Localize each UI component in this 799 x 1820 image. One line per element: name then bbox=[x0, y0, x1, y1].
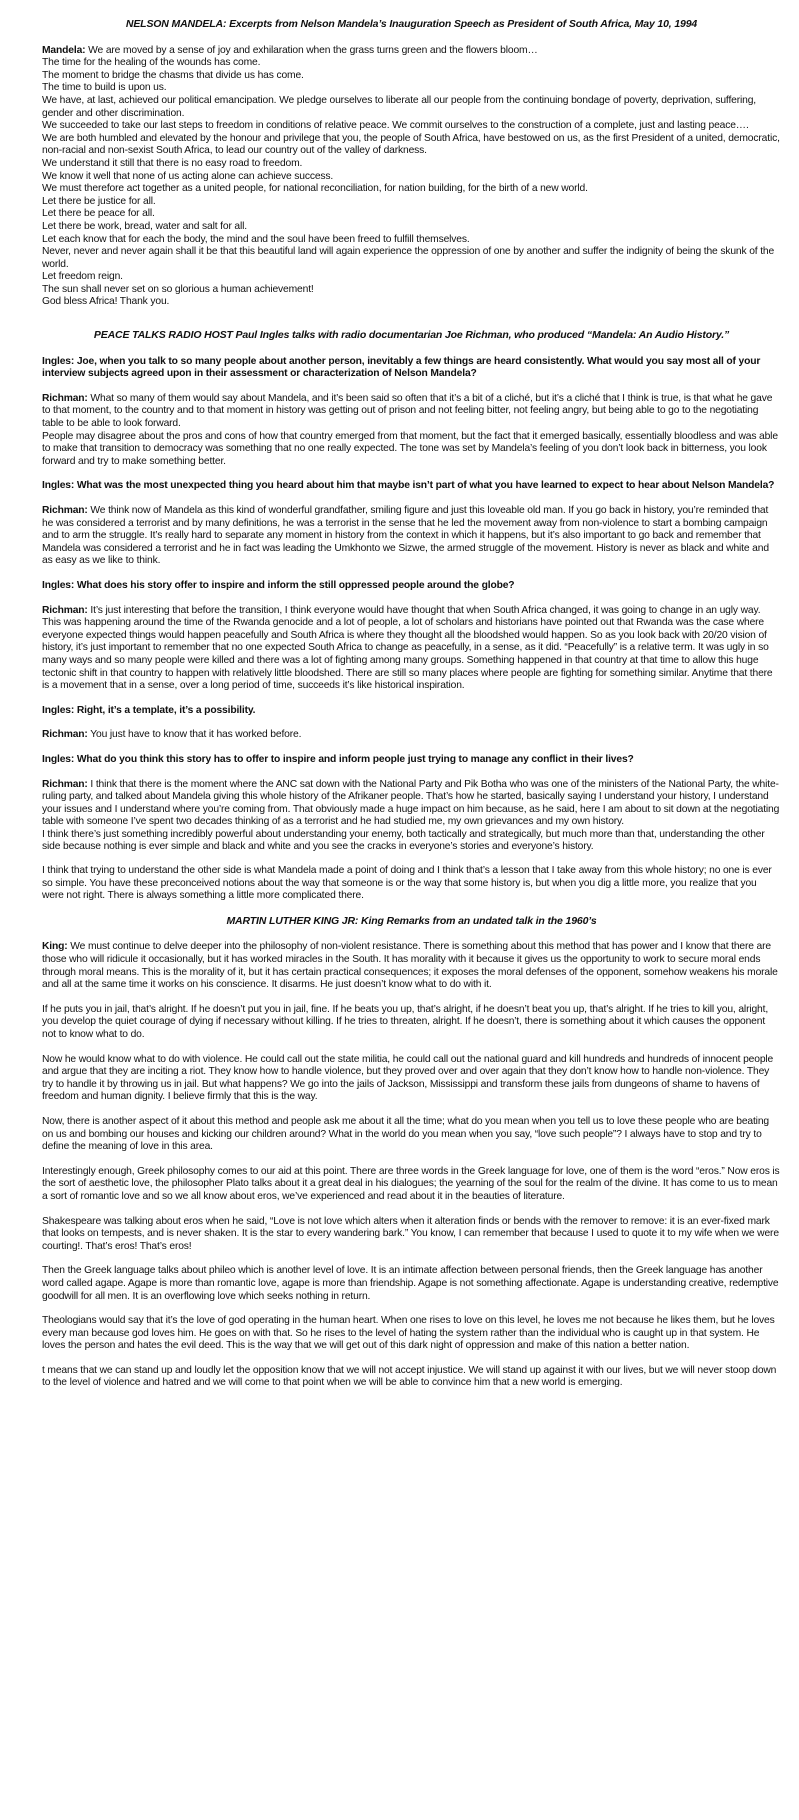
speaker-label-richman: Richman: bbox=[42, 392, 88, 404]
king-paragraph: Interestingly enough, Greek philosophy comes to our aid at this point. There are three words in the Greek language for love, one of them is the word “eros.” Now eros is the sort of aesthetic love, the philosopher Plato talks about it a great deal in his dialogues; the yearning of the soul for the realm of the divine. It has come to us to mean a sort of romantic love and so we all know about eros, we’ve experienced and read about it in the beauties of literature. bbox=[42, 1165, 780, 1202]
mandela-line: The moment to bridge the chasms that divide us has come. bbox=[42, 69, 304, 81]
mandela-line: Let freedom reign. bbox=[42, 271, 123, 283]
king-paragraph: Now he would know what to do with violence. He could call out the state militia, he could call out the national guard and kill hundreds and hundreds of innocent people and argue that they are inciting a riot. They know how to handle violence, but they proved over and over again that they don’t know how to handle non-violence. They try to handle it by throwing us in jail. But what happens? We go into the jails of Jackson, Mississippi and transform these jails from dungeons of shame to havens of freedom and human dignity. I believe firmly that this is the way. bbox=[42, 1053, 774, 1103]
mandela-line: The time for the healing of the wounds has come. bbox=[42, 57, 261, 69]
mandela-line: Let there be justice for all. bbox=[42, 195, 156, 207]
mandela-line: Never, never and never again shall it be that this beautiful land will again experience the oppression of one by another and suffer the indignity of being the skunk of the world. bbox=[42, 246, 775, 270]
ingles-question-1: Ingles: Joe, when you talk to so many people about another person, inevitably a few things are heard consistently. What would you say most all of your interview subjects agreed upon in their assessment or characterization of Nelson Mandela? bbox=[42, 355, 761, 380]
mandela-line: Let each know that for each the body, the mind and the soul have been freed to fulfill themselves. bbox=[42, 233, 470, 245]
king-paragraph: King: We must continue to delve deeper into the philosophy of non-violent resistance. There is something about this method that has power and I know that there are those who will ridicule it occasionally, but it has worked miracles in the South. It has morality with it because it gives us the opportunity to work to secure moral ends through moral means. This is the morality of it, but it has certain practical consequences; it exposes the moral defenses of the opponent, somehow weakens his morale and all at the same time it works on his conscience. It disarms. He just doesn’t know what to do with it. bbox=[42, 941, 778, 991]
richman-answer-5: Richman: I think that there is the moment where the ANC sat down with the National Party and Pik Botha who was one of the ministers of the National Party, the white-ruling party, and talked about Mandela giving this whole history of the Afrikaner people. That’s how he started, basically saying I understand your history, I understand your issues and I understand where you’re coming from. That obviously made a huge impact on him because, as he said, here I am about to sit down at the negotiating table with someone I’ve spent two decades thinking of as a terrorist and he had studied me, my own grievances and my own history. I think there’s just something incredibly powerful about understanding your enemy, both tactically and strategically, but much more than that, understanding the other side because nothing is ever simple and black and white and you see the cracks in everyone’s stories and everyone’s history. I think that trying to understand the other side is what Mandela made a point of doing and I think that’s a lesson that I take away from this whole history; no one is ever so simple. You have these preconceived notions about the way that someone is or the way that some history is, but when you dig a little more, you realize that you were not right. There is always something a little more complicated there. bbox=[42, 778, 780, 902]
richman-answer-1: Richman: What so many of them would say about Mandela, and it’s been said so often that it’s a bit of a cliché, but it’s a cliché that I think is true, is that what he gave to that moment, to the country and to that moment in history was getting out of prison and not feeling bitter, not feeling angry, but being able to go to the negotiating table to be able to look forward. People may disagree about the pros and cons of how that country emerged from that moment, but the fact that it emerged basically, essentially bloodless and was able to make that transition to democracy was something that no one really expected. The tone was set by Mandela’s feeling of you don’t look back in bitterness, you look forward and try to make something better. bbox=[42, 392, 778, 467]
ingles-question-4: Ingles: Right, it’s a template, it’s a possibility. bbox=[42, 704, 256, 716]
king-section-title: MARTIN LUTHER KING JR: King Remarks from an undated talk in the 1960’s bbox=[226, 914, 597, 927]
mandela-line: We must therefore act together as a united people, for national reconciliation, for nation building, for the birth of a new world. bbox=[42, 183, 588, 195]
king-paragraph: Shakespeare was talking about eros when he said, “Love is not love which alters when it alteration finds or bends with the remover to remove: it is an ever-fixed mark that looks on tempests, and is never shaken. It is the star to every wandering bark.” You know, I can remember that because I used to quote it to my wife when we were courting!. That’s eros! That’s eros! bbox=[42, 1215, 779, 1252]
mandela-line: Let there be peace for all. bbox=[42, 208, 155, 220]
speaker-label-richman: Richman: bbox=[42, 604, 88, 616]
mandela-section-title: NELSON MANDELA: Excerpts from Nelson Mandela’s Inauguration Speech as President of South Africa, May 10, 1994 bbox=[125, 18, 698, 30]
mandela-line: We understand it still that there is no easy road to freedom. bbox=[42, 157, 303, 169]
king-paragraph: Theologians would say that it’s the love of god operating in the human heart. When one rises to love on this level, he loves me not because he likes them, but he loves every man because god loves him. He goes on with that. So he rises to the level of hating the system rather than the individual who is caught up in that system. He loves the person and hates the evil deed. This is the way that we will get out of this dark night of oppression and make of this nation a better nation. bbox=[42, 1315, 775, 1352]
speaker-label-richman: Richman: bbox=[42, 729, 88, 741]
ingles-question-2: Ingles: What was the most unexpected thing you heard about him that maybe isn’t part of what you have learned to expect to hear about Nelson Mandela? bbox=[42, 480, 775, 492]
mandela-line: We succeeded to take our last steps to freedom in conditions of relative peace. We commit ourselves to the construction of a complete, just and lasting peace…. bbox=[42, 120, 749, 132]
mandela-line: The time to build is upon us. bbox=[42, 82, 167, 94]
speaker-label-mandela: Mandela: bbox=[42, 44, 86, 56]
mandela-line: We are both humbled and elevated by the honour and privilege that you, the people of South Africa, have bestowed on us, as the first President of a united, democratic, non-racial and non-sexist South Africa, to lead our country out of the valley of darkness. bbox=[42, 132, 780, 157]
ingles-question-3: Ingles: What does his story offer to inspire and inform the still oppressed people around the globe? bbox=[42, 579, 515, 591]
speaker-label-richman: Richman: bbox=[42, 505, 88, 516]
king-paragraph: If he puts you in jail, that’s alright. If he doesn’t put you in jail, fine. If he beats you up, that’s alright, if he doesn’t beat you up, that’s alright. If he tries to kill you, alright, you develop the quiet courage of dying if necessary without killing. If he tries to threaten, alright. If he doesn’t, there is something about it which causes the opponent not to know what to do. bbox=[42, 1003, 769, 1040]
richman-answer-4: Richman: You just have to know that it has worked before. bbox=[42, 729, 302, 741]
mandela-line: We know it well that none of us acting alone can achieve success. bbox=[42, 170, 334, 182]
richman-answer-3: Richman: It’s just interesting that before the transition, I think everyone would have thought that when South Africa changed, it was going to change in an ugly way. This was happening around the time of the Rwanda genocide and a lot of people, a lot of scholars and historians have pointed out that Rwanda was the case where everyone expected things would happen peacefully and South Africa is where they thought all the bloodshed would happen. So as you look back with 20/20 vision of history, it’s just important to remember that no one expected South Africa to change as peacefully, in a sense, as it did. “Peacefully” is a relative term. It was ugly in so many ways and so many people were killed and there was a lot of fighting among many groups. Something happened in that country at that time to allow this huge tectonic shift in that country to happen with relatively little bloodshed. There are still so many places where people are fighting for something similar. Anytime that there is a movement that in a sense, over a long period of time, succeeds it’s like historical inspiration. bbox=[42, 604, 773, 692]
speaker-label-richman: Richman: bbox=[42, 778, 88, 790]
mandela-line: We have, at last, achieved our political emancipation. We pledge ourselves to liberate all our people from the continuing bondage of poverty, deprivation, suffering, gender and other discrimination. bbox=[42, 94, 757, 119]
mandela-line: Mandela: We are moved by a sense of joy and exhilaration when the grass turns green and the flowers bloom… bbox=[42, 44, 538, 56]
mandela-line: The sun shall never set on so glorious a human achievement! bbox=[42, 283, 314, 295]
king-paragraph: Then the Greek language talks about phileo which is another level of love. It is an intimate affection between personal friends, then the Greek language has another word called agape. Agape is more than romantic love, agape is more than friendship. Agape is not something affectionate. Agape is understanding creative, redemptive goodwill for all men. It is an overflowing love which seeks nothing in return. bbox=[42, 1265, 779, 1302]
mandela-line: God bless Africa! Thank you. bbox=[42, 296, 170, 308]
king-paragraph: Now, there is another aspect of it about this method and people ask me about it all the time; what do you mean when you tell us to love these people who are beating on us and bombing our houses and kicking our children around? What in the world do you mean when you say, “love such people”? I always have to stop and try to define the meaning of love in this area. bbox=[42, 1115, 769, 1153]
king-remarks bbox=[42, 941, 781, 1390]
mandela-speech bbox=[42, 45, 781, 309]
king-paragraph: t means that we can stand up and loudly let the opposition know that we will not accept injustice. We will stand up against it with our lives, but we will never stoop down to the level of violence and hatred and we will come to that point when we will be able to convince him that a new world is emerging. bbox=[42, 1364, 777, 1389]
ingles-question-5: Ingles: What do you think this story has to offer to inspire and inform people just trying to manage any conflict in their lives? bbox=[42, 753, 634, 765]
mandela-line: Let there be work, bread, water and salt for all. bbox=[42, 220, 247, 232]
speaker-label-king: King: bbox=[42, 941, 68, 953]
interview-section-title: PEACE TALKS RADIO HOST Paul Ingles talks with radio documentarian Joe Richman, who produced “Mandela: An Audio History.” bbox=[93, 329, 730, 342]
richman-answer-2: Richman: We think now of Mandela as this kind of wonderful grandfather, smiling figure and just this loveable old man. If you go back in history, you’re reminded that he was considered a terrorist and by many definitions, he was a terrorist in the sense that he led the movement away from non-violence to start a bombing campaign and to arm the struggle. It’s really hard to separate any moment in history from the context in which it happens, but it’s also important to go back and remember that Mandela was considered a terrorist and he in fact was leading the Umkhonto we Sizwe, the armed struggle of the movement. History is never as black and white and as easy as we like to think. bbox=[42, 505, 769, 567]
